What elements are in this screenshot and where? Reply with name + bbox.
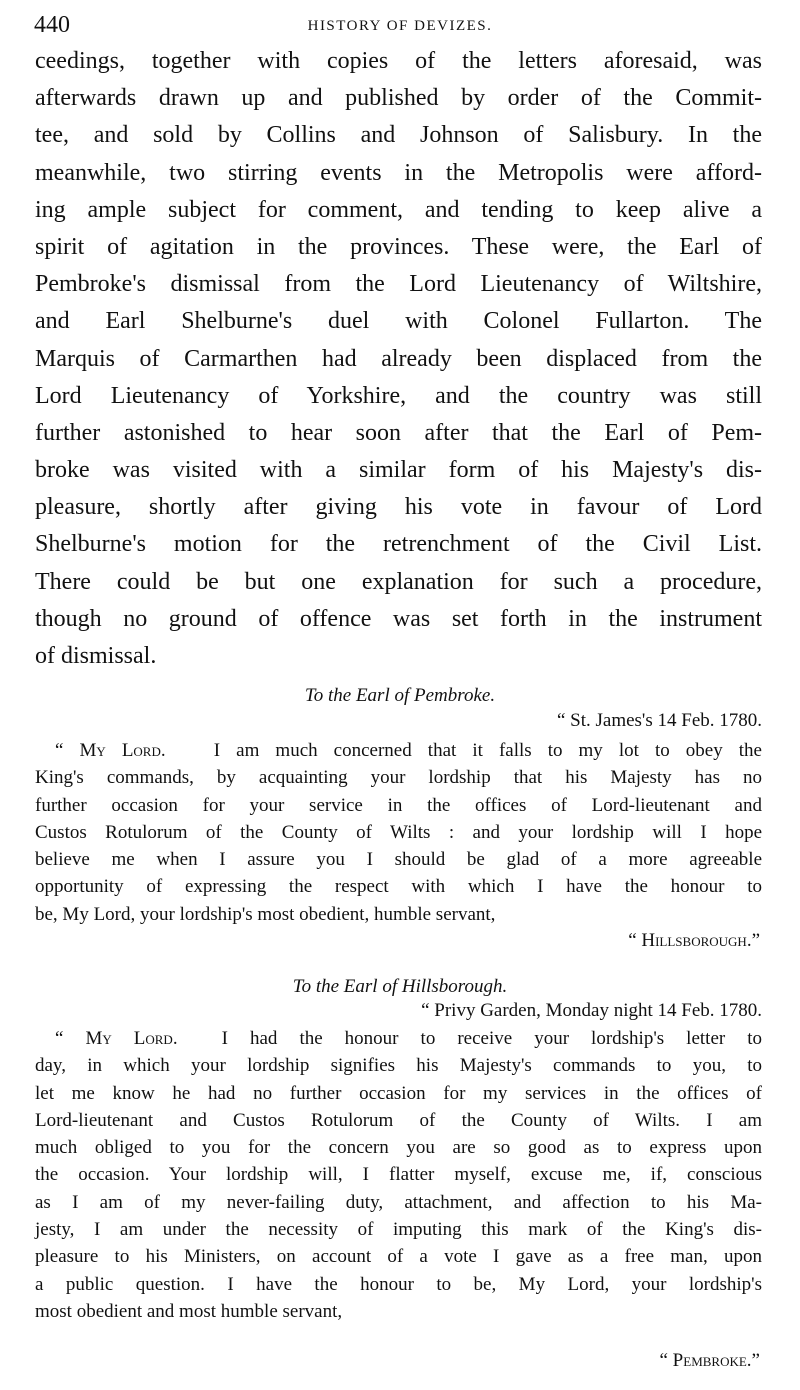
text-line: Pembroke's dismissal from the Lord Lieutenancy of Wiltshire, (35, 271, 762, 298)
text-line: Lord-lieutenant and Custos Rotulorum of the County of Wilts. I am (35, 1109, 762, 1131)
text-line: broke was visited with a similar form of his Majesty's dis- (35, 457, 762, 484)
text-line: further occasion for your service in the offices of Lord-lieutenant and (35, 794, 762, 816)
text-line: let me know he had no further occasion for my services in the offices of (35, 1082, 762, 1104)
body-text (35, 43, 762, 675)
letter-body (35, 1025, 762, 1325)
text-line: pleasure to his Ministers, on account of a vote I gave as a free man, upon (35, 1246, 762, 1268)
letter-signature: “ Hillsborough.” (628, 930, 760, 951)
letter-body (35, 737, 762, 928)
text-line: further astonished to hear soon after that the Earl of Pem- (35, 419, 762, 446)
text-line: a public question. I have the honour to be, My Lord, your lordship's (35, 1273, 762, 1295)
running-title: HISTORY OF DEVIZES. (307, 18, 493, 34)
text-line: spirit of agitation in the provinces. These were, the Earl of (35, 233, 762, 260)
text-line: of dismissal. (35, 643, 157, 669)
text-line: ing ample subject for comment, and tending to keep alive a (35, 196, 762, 223)
text-line: much obliged to you for the concern you are so good as to express upon (35, 1137, 762, 1159)
text-line: Lord Lieutenancy of Yorkshire, and the country was still (35, 382, 762, 409)
letter-heading: To the Earl of Pembroke. (304, 685, 496, 706)
text-line: though no ground of offence was set forth in the instrument (35, 605, 762, 632)
letter-signature: “ Pembroke.” (659, 1350, 760, 1371)
text-line: Shelburne's motion for the retrenchment of the Civil List. (35, 531, 762, 558)
text-segment: I had the honour to receive your lordship's letter to (221, 1028, 763, 1049)
letter-dateline: “ St. James's 14 Feb. 1780. (556, 710, 762, 731)
text-line: believe me when I assure you I should be glad of a more agreeable (35, 849, 762, 871)
text-line (35, 1025, 762, 1052)
text-line: jesty, I am under the necessity of imputing this mark of the King's dis- (35, 1219, 762, 1241)
text-line: most obedient and most humble servant, (35, 1300, 343, 1322)
text-line: as I am of my never-failing duty, attachment, and affection to his Ma- (35, 1191, 762, 1213)
text-segment: I am much concerned that it falls to my lot to obey the (213, 740, 762, 761)
text-line: and Earl Shelburne's duel with Colonel Fullarton. The (35, 308, 762, 335)
salutation: “ My Lord. (55, 1028, 178, 1049)
text-line: ceedings, together with copies of the letters aforesaid, was (35, 48, 762, 74)
text-line: pleasure, shortly after giving his vote in favour of Lord (35, 494, 762, 521)
text-line: afterwards drawn up and published by order of the Commit- (35, 85, 762, 112)
text-line: meanwhile, two stirring events in the Metropolis were afford- (35, 159, 762, 186)
text-line: King's commands, by acquainting your lordship that his Majesty has no (35, 767, 762, 789)
text-line: Marquis of Carmarthen had already been displaced from the (35, 345, 762, 372)
text-line: be, My Lord, your lordship's most obedient, humble servant, (35, 903, 496, 925)
text-line: the occasion. Your lordship will, I flatter myself, excuse me, if, conscious (35, 1164, 762, 1186)
text-line: day, in which your lordship signifies his Majesty's commands to you, to (35, 1055, 762, 1077)
letter-dateline: “ Privy Garden, Monday night 14 Feb. 1780. (421, 1000, 762, 1021)
salutation: “ My Lord. (55, 740, 166, 761)
text-line (35, 737, 762, 764)
text-line: There could be but one explanation for such a procedure, (35, 568, 762, 595)
page-number: 440 (34, 12, 70, 38)
letter-heading: To the Earl of Hillsborough. (292, 976, 508, 997)
text-line: tee, and sold by Collins and Johnson of Salisbury. In the (35, 122, 762, 149)
text-line: opportunity of expressing the respect with which I have the honour to (35, 876, 762, 898)
text-line: Custos Rotulorum of the County of Wilts : and your lordship will I hope (35, 821, 762, 843)
